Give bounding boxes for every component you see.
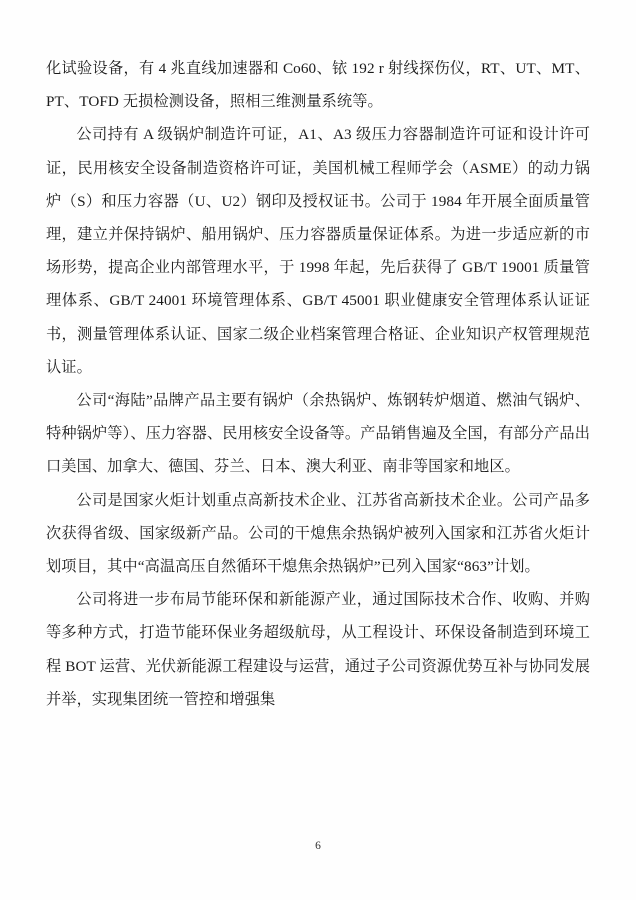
paragraph: 化试验设备，有 4 兆直线加速器和 Co60、铱 192 r 射线探伤仪，RT、UT、MT、PT、TOFD 无损检测设备，照相三维测量系统等。 xyxy=(46,60,590,111)
paragraph: 公司“海陆”品牌产品主要有锅炉（余热锅炉、炼钢转炉烟道、燃油气锅炉、特种锅炉等）、压力容器、民用核安全设备等。产品销售遍及全国，有部分产品出口美国、加拿大、德国、芬兰、日本、澳大利亚、南非等国家和地区。 xyxy=(46,392,590,476)
paragraph: 公司是国家火炬计划重点高新技术企业、江苏省高新技术企业。公司产品多次获得省级、国家级新产品。公司的干熄焦余热锅炉被列入国家和江苏省火炬计划项目，其中“高温高压自然循环干熄焦余热锅炉”已列入国家“863”计划。 xyxy=(46,491,590,576)
paragraph: 公司将进一步布局节能环保和新能源产业，通过国际技术合作、收购、并购等多种方式，打造节能环保业务超级航母，从工程设计、环保设备制造到环境工程 BOT 运营、光伏新能源工程建设与运营，通过子公司资源优势互补与协同发展并举，实现集团统一管控和增强集 xyxy=(46,591,590,708)
paragraph: 公司持有 A 级锅炉制造许可证，A1、A3 级压力容器制造许可证和设计许可证，民用核安全设备制造资格许可证，美国机械工程师学会（ASME）的动力锅炉（S）和压力容器（U、U2）钢印及授权证书。公司于 1984 年开展全面质量管理，建立并保持锅炉、船用锅炉、压力容器质量保证体系。为进一步适应新的市场形势，提高企业内部管理水平，于 1998 年起，先后获得了 GB/T 19001 质量管理体系、GB/T 24001 环境管理体系、GB/T 45001 职业健康安全管理体系认证证书，测量管理体系认证、国家二级企业档案管理合格证、企业知识产权管理规范认证。 xyxy=(46,126,590,376)
page-number: 6 xyxy=(315,840,321,852)
document-body xyxy=(46,52,590,716)
